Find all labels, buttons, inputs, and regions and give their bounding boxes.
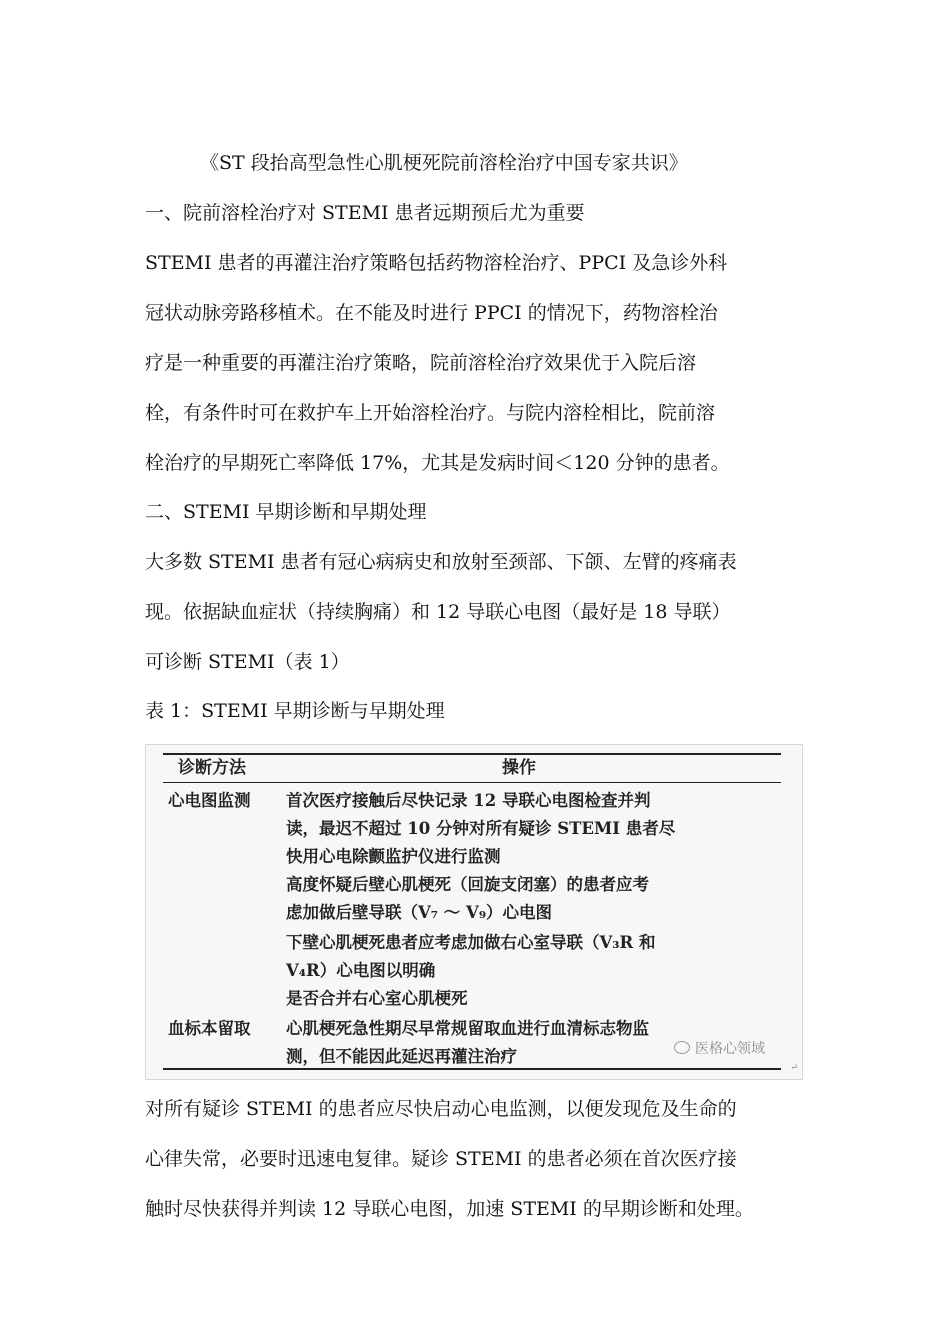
diagnosis-table-image (145, 744, 803, 1080)
paragraph-line: 栓，有条件时可在救护车上开始溶栓治疗。与院内溶栓相比，院前溶 (145, 402, 716, 424)
table-row-method: 心电图监测 (168, 791, 251, 810)
table-cell-line: 是否合并右心室心肌梗死 (286, 989, 468, 1008)
paragraph-line: 对所有疑诊 STEMI 的患者应尽快启动心电监测，以便发现危及生命的 (145, 1098, 737, 1120)
paragraph-line: 大多数 STEMI 患者有冠心病病史和放射至颈部、下颌、左臂的疼痛表 (145, 551, 737, 573)
table-cell-line: 快用心电除颤监护仪进行监测 (286, 847, 501, 866)
table-caption: 表 1：STEMI 早期诊断与早期处理 (145, 700, 445, 722)
table-header-operation: 操作 (502, 758, 536, 778)
table-cell-line: 虑加做后壁导联（V₇ ～ V₉）心电图 (286, 903, 553, 922)
table-top-rule (163, 753, 781, 755)
paragraph-line: 冠状动脉旁路移植术。在不能及时进行 PPCI 的情况下，药物溶栓治 (145, 302, 718, 324)
section2-heading: 二、STEMI 早期诊断和早期处理 (145, 501, 427, 523)
paragraph-line: STEMI 患者的再灌注治疗策略包括药物溶栓治疗、PPCI 及急诊外科 (145, 252, 728, 274)
paragraph-line: 现。依据缺血症状（持续胸痛）和 12 导联心电图（最好是 18 导联） (145, 601, 731, 623)
watermark-text: 医格心领域 (695, 1041, 765, 1057)
table-cell-line: 心肌梗死急性期尽早常规留取血进行血清标志物监 (286, 1019, 649, 1038)
paragraph-line: 心律失常，必要时迅速电复律。疑诊 STEMI 的患者必须在首次医疗接 (145, 1148, 737, 1170)
table-cell-line: 读，最迟不超过 10 分钟对所有疑诊 STEMI 患者尽 (286, 819, 676, 838)
table-header-method: 诊断方法 (178, 758, 246, 778)
watermark (674, 1038, 765, 1058)
paragraph-line: 栓治疗的早期死亡率降低 17%，尤其是发病时间＜120 分钟的患者。 (145, 452, 730, 474)
table-cell-line: 测，但不能因此延迟再灌注治疗 (286, 1047, 517, 1066)
corner-mark-icon: ↵ (790, 1063, 798, 1073)
table-cell-line: 下壁心肌梗死患者应考虑加做右心室导联（V₃R 和 (286, 933, 656, 952)
table-cell-line: 高度怀疑后壁心肌梗死（回旋支闭塞）的患者应考 (286, 875, 649, 894)
table-row-method: 血标本留取 (168, 1019, 251, 1038)
paragraph-line: 触时尽快获得并判读 12 导联心电图，加速 STEMI 的早期诊断和处理。 (145, 1198, 754, 1220)
paragraph-line: 可诊断 STEMI（表 1） (145, 651, 350, 673)
wechat-icon (674, 1041, 690, 1054)
table-header-rule (163, 782, 781, 783)
table-cell-line: V₄R）心电图以明确 (286, 961, 436, 980)
paragraph-line: 疗是一种重要的再灌注治疗策略，院前溶栓治疗效果优于入院后溶 (145, 352, 697, 374)
table-bottom-rule (163, 1068, 781, 1070)
section1-heading: 一、院前溶栓治疗对 STEMI 患者远期预后尤为重要 (145, 202, 585, 224)
document-title: 《ST 段抬高型急性心肌梗死院前溶栓治疗中国专家共识》 (200, 152, 688, 174)
table-cell-line: 首次医疗接触后尽快记录 12 导联心电图检查并判 (286, 791, 651, 810)
